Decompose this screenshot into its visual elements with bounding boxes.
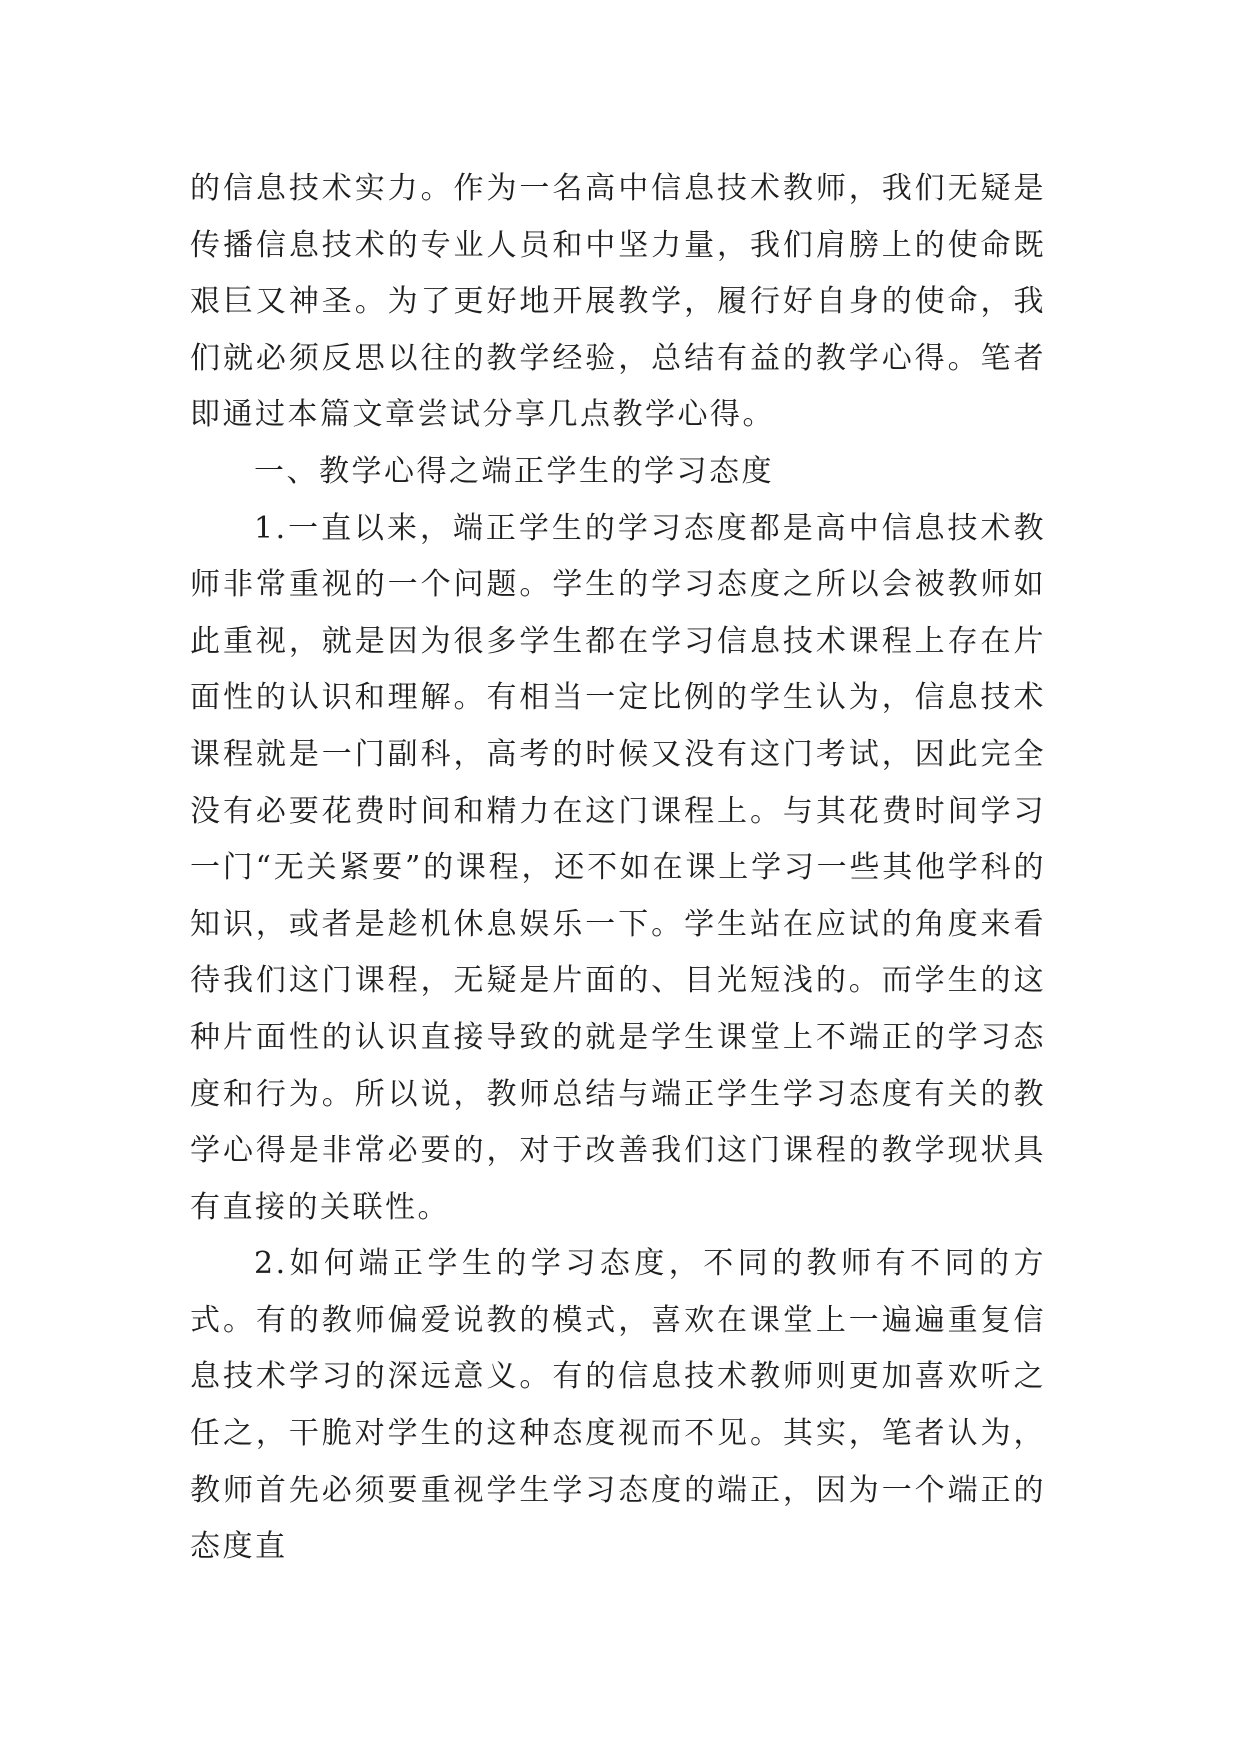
paragraph-point-2: 2.如何端正学生的学习态度，不同的教师有不同的方式。有的教师偏爱说教的模式，喜欢在课堂上一遍遍重复信息技术学习的深远意义。有的信息技术教师则更加喜欢听之任之，干脆对学生的这种态度视而不见。其实，笔者认为，教师首先必须要重视学生学习态度的端正，因为一个端正的态度直	[190, 1246, 1046, 1565]
paragraph-point-1: 1.一直以来，端正学生的学习态度都是高中信息技术教师非常重视的一个问题。学生的学习态度之所以会被教师如此重视，就是因为很多学生都在学习信息技术课程上存在片面性的认识和理解。有相当一定比例的学生认为，信息技术课程就是一门副科，高考的时候又没有这门考试，因此完全没有必要花费时间和精力在这门课程上。与其花费时间学习一门“无关紧要”的课程，还不如在课上学习一些其他学科的知识，或者是趁机休息娱乐一下。学生站在应试的角度来看待我们这门课程，无疑是片面的、目光短浅的。而学生的这种片面性的认识直接导致的就是学生课堂上不端正的学习态度和行为。所以说，教师总结与端正学生学习态度有关的教学心得是非常必要的，对于改善我们这门课程的教学现状具有直接的关联性。	[190, 510, 1046, 1225]
body-text	[190, 161, 1046, 1576]
section-heading-1: 一、教学心得之端正学生的学习态度	[254, 453, 774, 489]
paragraph-intro-continuation: 的信息技术实力。作为一名高中信息技术教师，我们无疑是传播信息技术的专业人员和中坚力量，我们肩膀上的使命既艰巨又神圣。为了更好地开展教学，履行好自身的使命，我们就必须反思以往的教学经验，总结有益的教学心得。笔者即通过本篇文章尝试分享几点教学心得。	[190, 171, 1046, 433]
